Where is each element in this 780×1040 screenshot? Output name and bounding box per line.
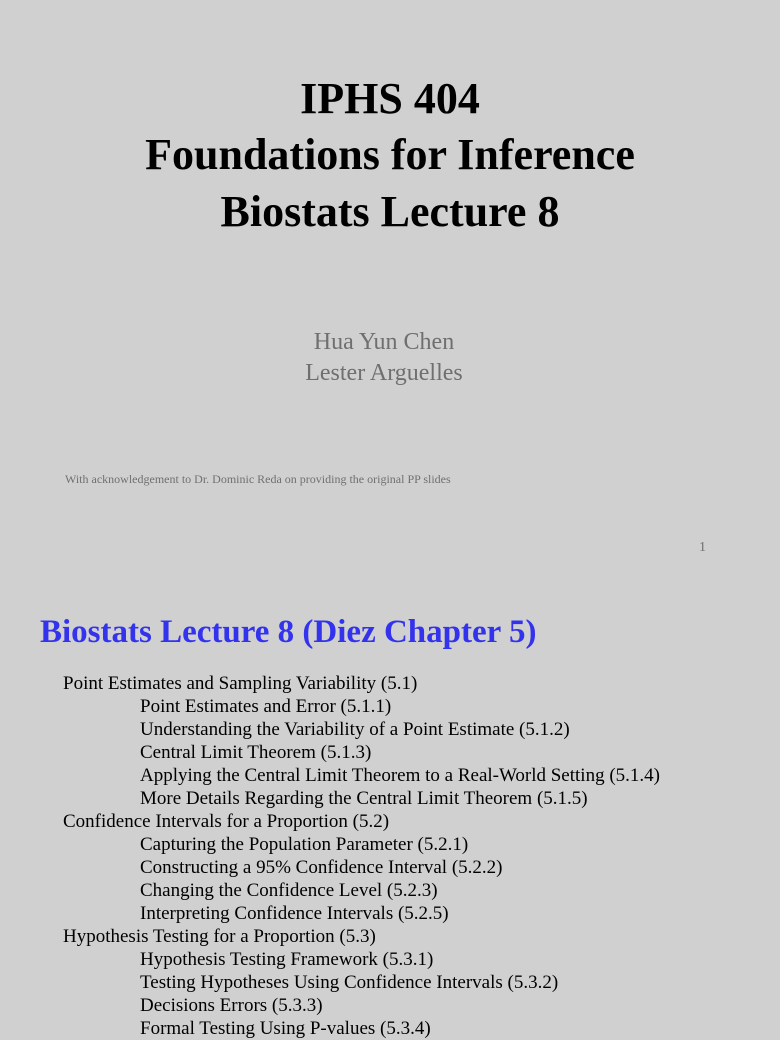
acknowledgement-text: With acknowledgement to Dr. Dominic Reda on providing the original PP slides [65,472,451,486]
outline-subsection: More Details Regarding the Central Limit Theorem (5.1.5) [140,788,588,809]
outline-subsection: Formal Testing Using P-values (5.3.4) [140,1018,431,1039]
outline-subsection: Decisions Errors (5.3.3) [140,995,323,1016]
outline-subsection: Constructing a 95% Confidence Interval (5.2.2) [140,857,503,878]
slide-title-line-1: IPHS 404 [300,74,480,123]
outline-subsection: Changing the Confidence Level (5.2.3) [140,880,438,901]
outline-section: Point Estimates and Sampling Variability (5.1) [63,673,418,694]
outline-subsection: Understanding the Variability of a Point Estimate (5.1.2) [140,719,570,740]
outline-subsection: Testing Hypotheses Using Confidence Intervals (5.3.2) [140,972,559,993]
outline-subsection: Hypothesis Testing Framework (5.3.1) [140,949,434,970]
outline-section: Confidence Intervals for a Proportion (5.2) [63,811,390,832]
slide-title-line-2: Foundations for Inference [145,130,635,179]
outline-section: Hypothesis Testing for a Proportion (5.3) [63,926,376,947]
lecture-outline [0,672,768,1040]
outline-subsection: Point Estimates and Error (5.1.1) [140,696,392,717]
outline-subsection: Capturing the Population Parameter (5.2.1) [140,834,469,855]
author-name-2: Lester Arguelles [305,360,463,386]
outline-subsection: Interpreting Confidence Intervals (5.2.5) [140,903,449,924]
author-name-1: Hua Yun Chen [313,329,455,355]
slide-number: 1 [699,540,706,555]
slide-2-title: Biostats Lecture 8 (Diez Chapter 5) [40,614,537,650]
outline-subsection: Central Limit Theorem (5.1.3) [140,742,372,763]
outline-subsection: Applying the Central Limit Theorem to a Real-World Setting (5.1.4) [140,765,660,786]
slide-title-line-3: Biostats Lecture 8 [220,187,560,236]
